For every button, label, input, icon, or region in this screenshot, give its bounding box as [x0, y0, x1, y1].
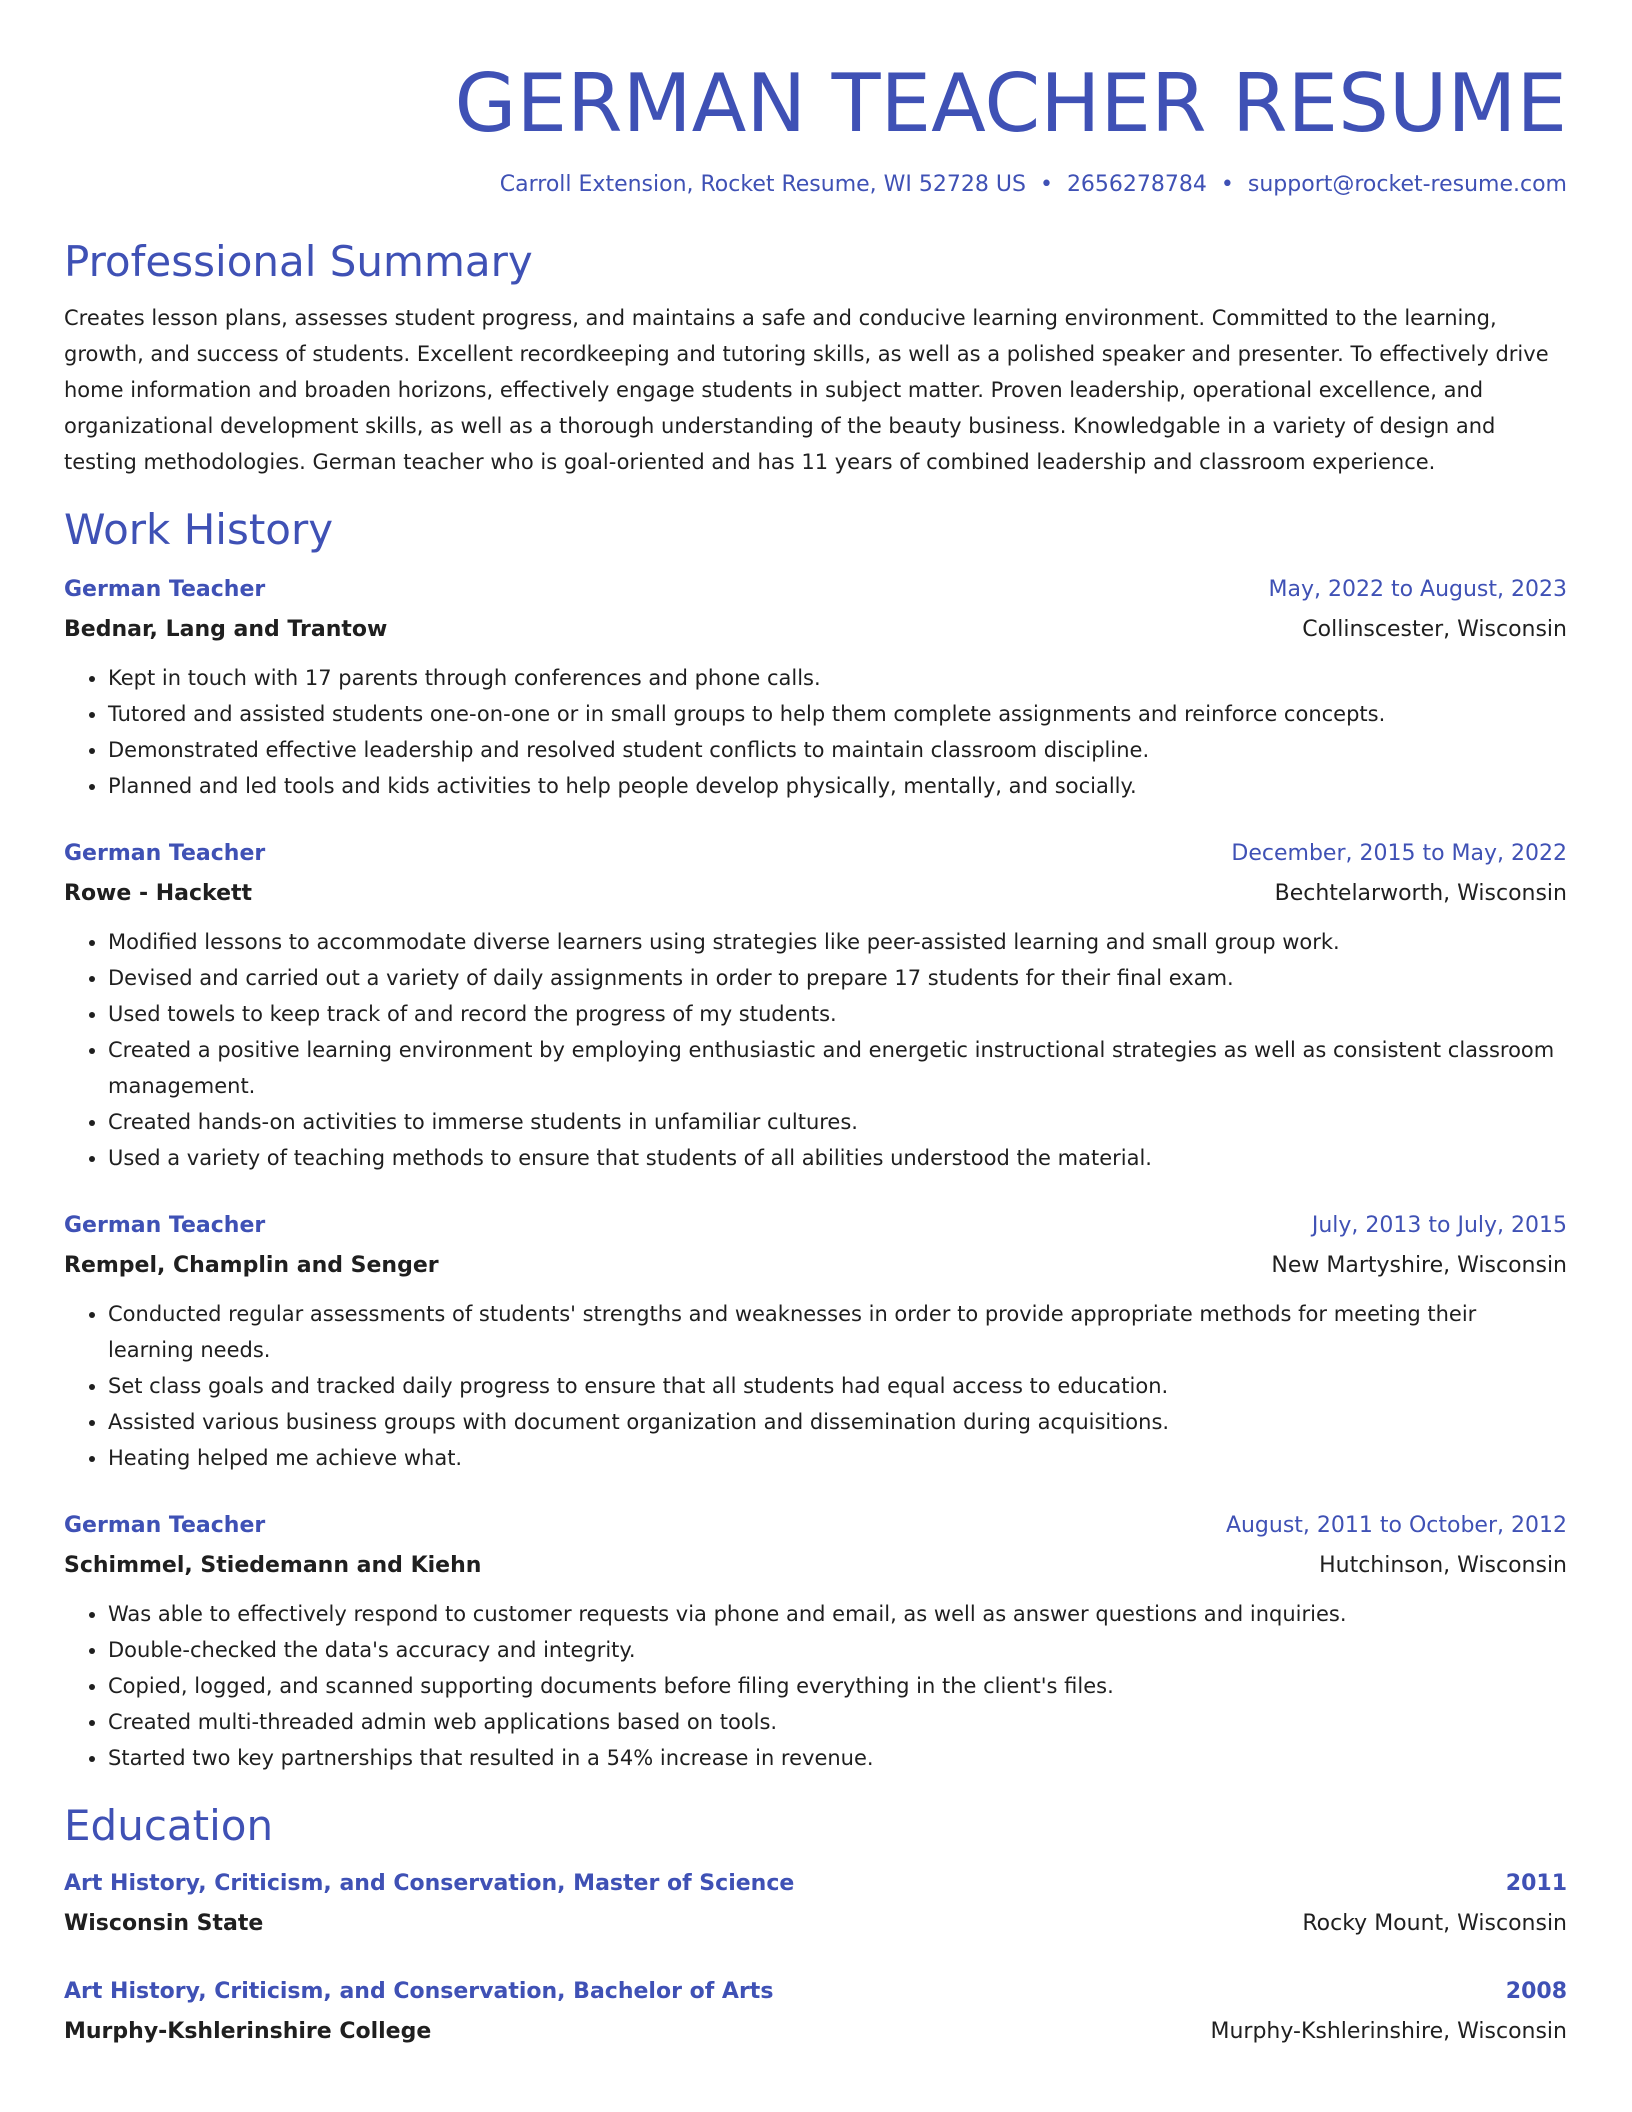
job-bullet: • Tutored and assisted students one-on-one or in small groups to help them complete assignments and reinforce concepts.: [108, 696, 1567, 732]
job-bullet: • Devised and carried out a variety of daily assignments in order to prepare 17 students for their final exam.: [108, 960, 1567, 996]
job-bullet: • Demonstrated effective leadership and resolved student conflicts to maintain classroom discipline.: [108, 732, 1567, 768]
work-history-heading: Work History: [64, 505, 334, 554]
job-bullet: • Conducted regular assessments of students' strengths and weaknesses in order to provide appropriate methods for meeting their learning needs.: [108, 1296, 1567, 1368]
job-bullet: • Was able to effectively respond to customer requests via phone and email, as well as answer questions and inquiries.: [108, 1596, 1567, 1632]
job-entry: [64, 1206, 1567, 1476]
job-location: Hutchinson, Wisconsin: [1319, 1553, 1567, 1578]
job-bullet: • Double-checked the data's accuracy and integrity.: [108, 1632, 1567, 1668]
job-bullet: • Used a variety of teaching methods to ensure that students of all abilities understood the material.: [108, 1140, 1567, 1176]
contact-separator: •: [1220, 172, 1234, 197]
contact-separator: •: [1039, 172, 1053, 197]
job-employer: Rowe - Hackett: [64, 881, 253, 906]
job-header-row: [64, 1506, 1567, 1546]
education-year: 2008: [1505, 1979, 1567, 2004]
job-bullet: • Created multi-threaded admin web applications based on tools.: [108, 1704, 1567, 1740]
job-title: German Teacher: [64, 1213, 266, 1238]
education-school-row: [64, 1904, 1567, 1944]
job-title: German Teacher: [64, 1513, 266, 1538]
resume-page: [64, 0, 1567, 2052]
job-location: Collinscester, Wisconsin: [1302, 617, 1567, 642]
job-header-row: [64, 570, 1567, 610]
job-employer: Rempel, Champlin and Senger: [64, 1253, 439, 1278]
job-bullet: • Set class goals and tracked daily progress to ensure that all students had equal access to education.: [108, 1368, 1567, 1404]
job-bullet: • Created hands-on activities to immerse students in unfamiliar cultures.: [108, 1104, 1567, 1140]
job-bullets: [64, 660, 1567, 804]
job-employer-row: [64, 1546, 1567, 1586]
job-entry: [64, 1506, 1567, 1776]
job-location: New Martyshire, Wisconsin: [1271, 1253, 1567, 1278]
education-location: Rocky Mount, Wisconsin: [1302, 1911, 1567, 1936]
job-title: German Teacher: [64, 577, 266, 602]
job-bullet: • Heating helped me achieve what.: [108, 1440, 1567, 1476]
job-employer-row: [64, 874, 1567, 914]
education-header-row: [64, 1864, 1567, 1904]
job-bullets: [64, 924, 1567, 1176]
job-bullet: • Used towels to keep track of and record the progress of my students.: [108, 996, 1567, 1032]
job-employer: Bednar, Lang and Trantow: [64, 617, 388, 642]
job-bullet: • Started two key partnerships that resulted in a 54% increase in revenue.: [108, 1740, 1567, 1776]
job-employer-row: [64, 610, 1567, 650]
education-school: Murphy-Kshlerinshire College: [64, 2019, 432, 2044]
contact-address: Carroll Extension, Rocket Resume, WI 52728 US: [499, 172, 1026, 197]
job-bullet: • Planned and led tools and kids activities to help people develop physically, mentally, and socially.: [108, 768, 1567, 804]
job-dates: December, 2015 to May, 2022: [1231, 841, 1567, 866]
job-bullet: • Modified lessons to accommodate diverse learners using strategies like peer-assisted learning and small group work.: [108, 924, 1567, 960]
education-entry: [64, 1972, 1567, 2052]
job-bullets: [64, 1596, 1567, 1776]
job-bullet: • Copied, logged, and scanned supporting documents before filing everything in the client's files.: [108, 1668, 1567, 1704]
contact-line: [64, 170, 1567, 200]
job-dates: May, 2022 to August, 2023: [1268, 577, 1567, 602]
contact-email[interactable]: support@rocket-resume.com: [1247, 172, 1567, 197]
education-school: Wisconsin State: [64, 1911, 264, 1936]
education-header-row: [64, 1972, 1567, 2012]
resume-title: GERMAN TEACHER RESUME: [454, 57, 1567, 150]
job-header-row: [64, 834, 1567, 874]
job-title: German Teacher: [64, 841, 266, 866]
contact-phone: 2656278784: [1066, 172, 1207, 197]
job-entry: [64, 570, 1567, 804]
job-header-row: [64, 1206, 1567, 1246]
job-location: Bechtelarworth, Wisconsin: [1274, 881, 1567, 906]
job-dates: July, 2013 to July, 2015: [1311, 1213, 1567, 1238]
job-employer-row: [64, 1246, 1567, 1286]
job-employer: Schimmel, Stiedemann and Kiehn: [64, 1553, 482, 1578]
education-entry: [64, 1864, 1567, 1944]
job-bullet: • Created a positive learning environment by employing enthusiastic and energetic instructional strategies as well as consistent classroom management.: [108, 1032, 1567, 1104]
job-bullet: • Assisted various business groups with document organization and dissemination during acquisitions.: [108, 1404, 1567, 1440]
summary-text: Creates lesson plans, assesses student progress, and maintains a safe and conducive learning environment. Committed to the learning, growth, and success of students. Excellent recordkeeping and tutoring skills, as well as a polished speaker and presenter. To effectively drive home information and broaden horizons, effectively engage students in subject matter. Proven leadership, operational excellence, and organizational development skills, as well as a thorough understanding of the beauty business. Knowledgable in a variety of design and testing methodologies. German teacher who is goal-oriented and has 11 years of combined leadership and classroom experience.: [64, 306, 1549, 474]
job-bullets: [64, 1296, 1567, 1476]
job-bullet: • Kept in touch with 17 parents through conferences and phone calls.: [108, 660, 1567, 696]
education-heading: Education: [64, 1801, 274, 1850]
education-year: 2011: [1505, 1871, 1567, 1896]
job-dates: August, 2011 to October, 2012: [1225, 1513, 1567, 1538]
education-location: Murphy-Kshlerinshire, Wisconsin: [1210, 2019, 1567, 2044]
education-degree: Art History, Criticism, and Conservation, Bachelor of Arts: [64, 1979, 774, 2004]
education-degree: Art History, Criticism, and Conservation, Master of Science: [64, 1871, 795, 1896]
education-school-row: [64, 2012, 1567, 2052]
summary-heading: Professional Summary: [64, 237, 533, 286]
job-entry: [64, 834, 1567, 1176]
